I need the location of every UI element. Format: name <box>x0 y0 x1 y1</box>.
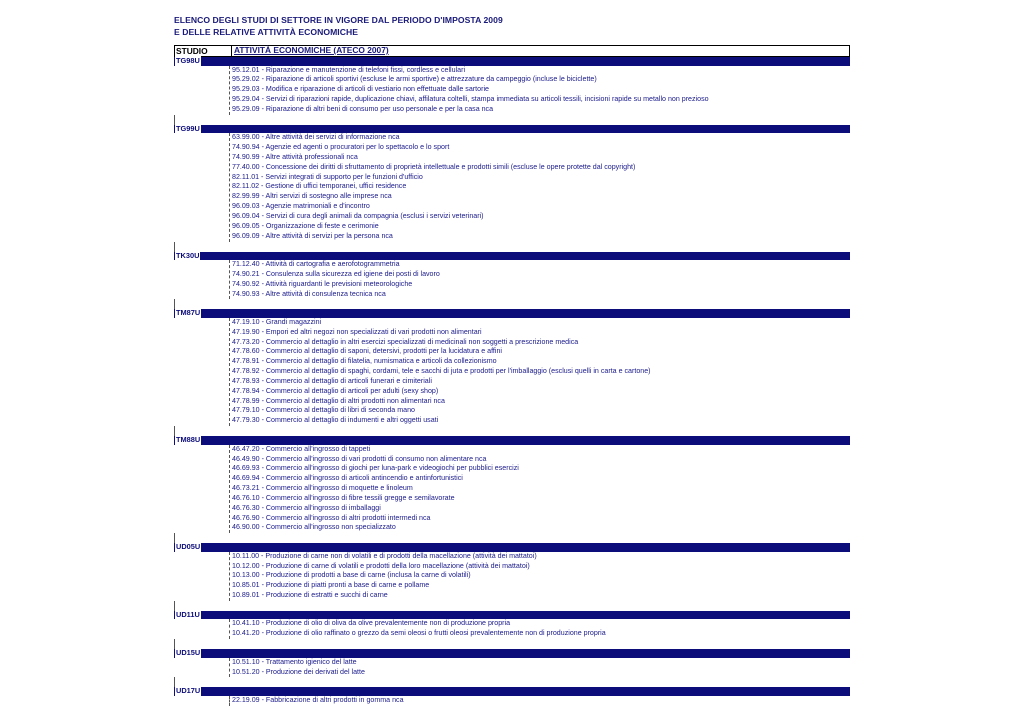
section-tm88u <box>174 436 850 543</box>
activity-item: 10.12.00 - Produzione di carne di volatili e prodotti della loro macellazione (attività dei mattatoi) <box>232 561 530 570</box>
activity-item: 82.11.02 - Gestione di uffici temporanei, uffici residence <box>232 182 407 191</box>
activity-list <box>229 658 850 678</box>
section-gap <box>174 242 850 252</box>
studio-code: TG99U <box>176 123 200 133</box>
activity-item: 47.73.20 - Commercio al dettaglio in altri esercizi specializzati di medicinali non soggetti a prescrizione medica <box>232 337 579 346</box>
activity-item: 46.73.21 - Commercio all'ingrosso di moquette e linoleum <box>232 484 413 493</box>
activity-item: 74.90.92 - Attività riguardanti le previsioni meteorologiche <box>232 279 413 288</box>
activity-list <box>229 619 850 639</box>
activity-list <box>229 445 850 534</box>
activity-item: 96.09.03 - Agenzie matrimoniali e d'incontro <box>232 202 370 211</box>
section-gap <box>174 601 850 611</box>
activity-item: 95.29.09 - Riparazione di altri beni di consumo per uso personale e per la casa nca <box>232 104 494 113</box>
section-tm87u <box>174 309 850 436</box>
section-tg98u <box>174 57 850 125</box>
activity-list <box>229 318 850 426</box>
section-header-bar <box>174 543 850 552</box>
activity-item: 47.78.93 - Commercio al dettaglio di articoli funerari e cimiteriali <box>232 376 432 385</box>
activity-list <box>229 66 850 115</box>
activity-item: 96.09.05 - Organizzazione di feste e cerimonie <box>232 221 379 230</box>
section-gap <box>174 426 850 436</box>
section-gap <box>174 677 850 687</box>
activity-item: 10.85.01 - Produzione di piatti pronti a base di carne e pollame <box>232 581 430 590</box>
activity-list <box>229 696 850 706</box>
activity-item: 46.76.90 - Commercio all'ingrosso di altri prodotti intermedi nca <box>232 513 431 522</box>
document-page <box>174 14 850 706</box>
section-header-bar <box>174 649 850 658</box>
section-ud17u <box>174 687 850 705</box>
section-ud05u <box>174 543 850 611</box>
activity-item: 22.19.09 - Fabbricazione di altri prodotti in gomma nca <box>232 695 404 704</box>
section-ud15u <box>174 649 850 687</box>
section-header-bar <box>174 57 850 66</box>
document-title-line1: ELENCO DEGLI STUDI DI SETTORE IN VIGORE DAL PERIODO D'IMPOSTA 2009 <box>174 15 503 25</box>
section-tg99u <box>174 125 850 252</box>
section-header-bar <box>174 687 850 696</box>
section-gap <box>174 639 850 649</box>
activity-item: 47.19.10 - Grandi magazzini <box>232 317 322 326</box>
activity-item: 95.29.02 - Riparazione di articoli sportivi (escluse le armi sportive) e attrezzature da campeggio (incluse le biciclette) <box>232 75 597 84</box>
activity-item: 96.09.09 - Altre attività di servizi per la persona nca <box>232 231 393 240</box>
activity-list <box>229 552 850 601</box>
activity-item: 71.12.40 - Attività di cartografia e aerofotogrammetria <box>232 260 400 268</box>
section-header-bar <box>174 252 850 261</box>
activity-item: 47.78.60 - Commercio al dettaglio di saponi, detersivi, prodotti per la lucidatura e affini <box>232 347 502 356</box>
activity-item: 95.29.03 - Modifica e riparazione di articoli di vestiario non effettuate dalle sartorie <box>232 85 489 94</box>
activity-item: 10.41.20 - Produzione di olio raffinato o grezzo da semi oleosi o frutti oleosi prevalentemente non di produzione propria <box>232 629 606 638</box>
activity-item: 95.12.01 - Riparazione e manutenzione di telefoni fissi, cordless e cellulari <box>232 65 466 74</box>
activity-item: 74.90.93 - Altre attività di consulenza tecnica nca <box>232 289 386 298</box>
section-header-bar <box>174 611 850 620</box>
activity-item: 10.51.20 - Produzione dei derivati del latte <box>232 667 365 676</box>
section-gap <box>174 299 850 309</box>
activity-item: 10.41.10 - Produzione di olio di oliva da olive prevalentemente non di produzione propria <box>232 619 511 628</box>
activity-item: 96.09.04 - Servizi di cura degli animali da compagnia (esclusi i servizi veterinari) <box>232 211 484 220</box>
section-gap <box>174 533 850 543</box>
section-header-bar <box>174 309 850 318</box>
activity-item: 46.90.00 - Commercio all'ingrosso non specializzato <box>232 523 396 532</box>
document-title-line2: E DELLE RELATIVE ATTIVITÀ ECONOMICHE <box>174 27 359 37</box>
activity-item: 47.79.10 - Commercio al dettaglio di libri di seconda mano <box>232 406 415 415</box>
activity-item: 82.99.99 - Altri servizi di sostegno alle imprese nca <box>232 192 392 201</box>
studio-code: TG98U <box>176 56 200 65</box>
sections-list <box>174 57 850 706</box>
section-header-bar <box>174 436 850 445</box>
activity-item: 47.78.94 - Commercio al dettaglio di articoli per adulti (sexy shop) <box>232 386 439 395</box>
activity-item: 82.11.01 - Servizi integrati di supporto per le funzioni d'ufficio <box>232 172 423 181</box>
activity-item: 47.19.90 - Empori ed altri negozi non specializzati di vari prodotti non alimentari <box>232 327 482 336</box>
activity-item: 10.11.00 - Produzione di carne non di volatili e di prodotti della macellazione (attività dei mattatoi) <box>232 551 537 560</box>
activity-item: 46.69.94 - Commercio all'ingrosso di articoli antincendio e antinfortunistici <box>232 474 463 483</box>
activity-item: 47.78.99 - Commercio al dettaglio di altri prodotti non alimentari nca <box>232 396 445 405</box>
section-gap <box>174 115 850 125</box>
activity-item: 46.69.93 - Commercio all'ingrosso di giochi per luna-park e videogiochi per pubblici esercizi <box>232 464 519 473</box>
activity-list <box>229 133 850 241</box>
activity-item: 77.40.00 - Concessione dei diritti di sfruttamento di proprietà intellettuale e prodotti simili (escluse le opere protette dal copyright) <box>232 162 636 171</box>
activity-item: 47.78.91 - Commercio al dettaglio di filatelia, numismatica e articoli da collezionismo <box>232 357 497 366</box>
section-header-bar <box>174 125 850 134</box>
studio-code: UD11U <box>176 609 200 619</box>
header-attivita: ATTIVITÀ ECONOMICHE (ATECO 2007) <box>234 45 389 55</box>
studio-code: TM88U <box>176 435 201 445</box>
activity-item: 46.47.20 - Commercio all'ingrosso di tappeti <box>232 444 371 453</box>
section-tk30u <box>174 252 850 310</box>
studio-code: TM87U <box>176 308 201 318</box>
activity-item: 10.89.01 - Produzione di estratti e succhi di carne <box>232 591 388 600</box>
activity-item: 74.90.21 - Consulenza sulla sicurezza ed igiene dei posti di lavoro <box>232 269 440 278</box>
activity-item: 74.90.99 - Altre attività professionali nca <box>232 152 358 161</box>
activity-item: 46.49.90 - Commercio all'ingrosso di vari prodotti di consumo non alimentare nca <box>232 454 487 463</box>
activity-item: 46.76.10 - Commercio all'ingrosso di fibre tessili gregge e semilavorate <box>232 493 455 502</box>
activity-item: 47.78.92 - Commercio al dettaglio di spaghi, cordami, tele e sacchi di juta e prodotti per l'imballaggio (esclusi quelli in carta e cartone) <box>232 367 651 376</box>
studio-code: UD15U <box>176 648 201 658</box>
studio-code: TK30U <box>176 250 200 260</box>
activity-list <box>229 260 850 299</box>
table-header <box>174 45 850 57</box>
activity-item: 46.76.30 - Commercio all'ingrosso di imballaggi <box>232 503 381 512</box>
activity-item: 10.13.00 - Produzione di prodotti a base di carne (inclusa la carne di volatili) <box>232 571 471 580</box>
activity-item: 63.99.00 - Altre attività dei servizi di informazione nca <box>232 133 400 142</box>
activity-item: 95.29.04 - Servizi di riparazioni rapide, duplicazione chiavi, affilatura coltelli, stampa immediata su articoli tessili, incisioni rapide su metallo non prezioso <box>232 95 709 104</box>
studio-code: UD05U <box>176 542 201 552</box>
activity-item: 74.90.94 - Agenzie ed agenti o procuratori per lo spettacolo e lo sport <box>232 143 450 152</box>
studio-code: UD17U <box>176 686 201 696</box>
section-ud11u <box>174 611 850 649</box>
activity-item: 47.79.30 - Commercio al dettaglio di indumenti e altri oggetti usati <box>232 416 439 425</box>
activity-item: 10.51.10 - Trattamento igienico del latte <box>232 657 357 666</box>
header-studio: STUDIO <box>175 46 232 56</box>
